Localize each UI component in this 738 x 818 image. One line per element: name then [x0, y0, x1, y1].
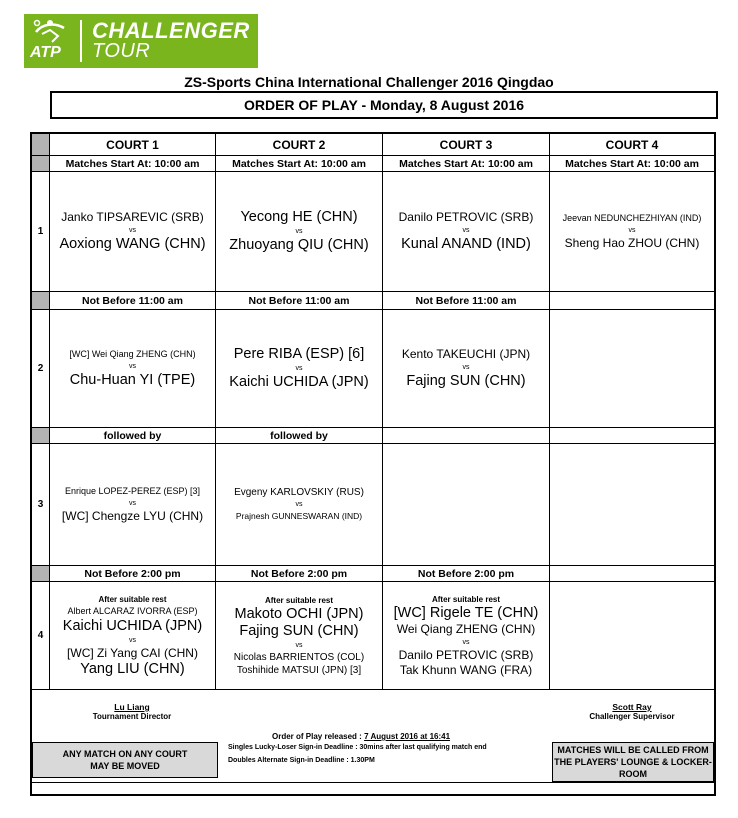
start-row-marker — [32, 156, 50, 172]
bottom-divider — [32, 782, 714, 783]
start-time-court-3: Matches Start At: 10:00 am — [383, 156, 550, 172]
match-number: 3 — [32, 444, 50, 566]
tournament-title: ZS-Sports China International Challenger 2016 Qingdao — [184, 74, 554, 90]
court-2-header: COURT 2 — [216, 134, 383, 156]
followed-by-note — [550, 428, 714, 444]
match-moved-notice — [32, 742, 218, 778]
followed-by-row — [32, 428, 714, 444]
time-note — [550, 292, 714, 310]
match-row-1 — [32, 172, 714, 292]
match-number: 2 — [32, 310, 50, 428]
team-b-player-2: Yang LIU (CHN) — [80, 660, 185, 677]
vs-label: vs — [129, 363, 136, 370]
logo-challenger-text: CHALLENGER — [92, 18, 250, 43]
team-a-player-2: Wei Qiang ZHENG (CHN) — [396, 621, 536, 636]
match-1-court-3 — [383, 172, 550, 292]
supervisor-block — [552, 702, 712, 721]
doubles-value: 1.30PM — [350, 757, 375, 764]
time-note-row — [32, 566, 714, 582]
court-header-row — [32, 134, 714, 156]
match-number: 1 — [32, 172, 50, 292]
vs-label: vs — [295, 365, 303, 372]
followed-by-note: followed by — [216, 428, 383, 444]
match-row-3 — [32, 444, 714, 566]
player-a: Danilo PETROVIC (SRB) — [398, 210, 534, 224]
court-3-header: COURT 3 — [383, 134, 550, 156]
team-b-player-1: Danilo PETROVIC (SRB) — [398, 647, 534, 662]
court-4-header: COURT 4 — [550, 134, 714, 156]
vs-label: vs — [129, 636, 136, 644]
released-label: Order of Play released : — [272, 732, 362, 741]
time-note: Not Before 2:00 pm — [383, 566, 550, 582]
followed-by-note: followed by — [50, 428, 216, 444]
start-time-court-4: Matches Start At: 10:00 am — [550, 156, 714, 172]
vs-label: vs — [295, 641, 303, 649]
start-time-row — [32, 156, 714, 172]
match-1-court-1 — [50, 172, 216, 292]
vs-label: vs — [462, 364, 470, 371]
singles-label: Singles Lucky-Loser Sign-in Deadline : — [228, 744, 358, 751]
logo-tour-text: TOUR — [92, 40, 151, 62]
match-4-court-3 — [383, 582, 550, 690]
player-a: Yecong HE (CHN) — [240, 209, 358, 225]
match-2-court-1 — [50, 310, 216, 428]
team-a-player-1: Albert ALCARAZ IVORRA (ESP) — [67, 605, 198, 616]
player-a: Pere RIBA (ESP) [6] — [233, 346, 365, 362]
player-a: Janko TIPSAREVIC (SRB) — [61, 210, 204, 224]
time-note: Not Before 2:00 pm — [216, 566, 383, 582]
singles-deadline-line — [228, 744, 487, 751]
note-row-marker — [32, 292, 50, 310]
vs-label: vs — [628, 227, 636, 234]
director-block — [52, 702, 212, 721]
team-b-player-2: Tak Khunn WANG (FRA) — [399, 662, 533, 677]
time-note: Not Before 2:00 pm — [50, 566, 216, 582]
supervisor-title: Challenger Supervisor — [589, 712, 675, 721]
note-row-marker — [32, 566, 50, 582]
corner-cell — [32, 134, 50, 156]
after-rest-note: After suitable rest — [264, 595, 334, 605]
doubles-label: Doubles Alternate Sign-in Deadline : — [228, 757, 349, 764]
vs-label: vs — [295, 501, 303, 508]
player-a: Jeevan NEDUNCHEZHIYAN (IND) — [562, 213, 702, 223]
match-4-court-1 — [50, 582, 216, 690]
vs-label: vs — [129, 500, 136, 507]
players-lounge-notice — [552, 742, 714, 782]
match-2-court-2 — [216, 310, 383, 428]
player-a: [WC] Wei Qiang ZHENG (CHN) — [69, 349, 196, 359]
match-3-court-2 — [216, 444, 383, 566]
match-3-court-1 — [50, 444, 216, 566]
player-b: Aoxiong WANG (CHN) — [59, 236, 206, 252]
match-3-court-3-empty — [383, 444, 550, 566]
doubles-deadline-line — [228, 757, 375, 764]
after-rest-note: After suitable rest — [98, 594, 167, 604]
player-a: Evgeny KARLOVSKIY (RUS) — [234, 487, 364, 498]
match-1-court-2 — [216, 172, 383, 292]
order-of-play-heading: ORDER OF PLAY - Monday, 8 August 2016 — [50, 91, 718, 119]
match-row-4 — [32, 582, 714, 690]
player-b: Sheng Hao ZHOU (CHN) — [564, 236, 700, 250]
time-note — [550, 566, 714, 582]
vs-label: vs — [129, 227, 136, 234]
player-figure-icon — [32, 18, 68, 44]
followed-by-note — [383, 428, 550, 444]
released-value: 7 August 2016 at 16:41 — [364, 732, 451, 741]
singles-value: 30mins after last qualifying match end — [359, 744, 487, 751]
player-b: Fajing SUN (CHN) — [406, 373, 526, 389]
team-a-player-2: Fajing SUN (CHN) — [239, 622, 359, 639]
player-b: Chu-Huan YI (TPE) — [69, 372, 196, 388]
player-b: Kaichi UCHIDA (JPN) — [229, 374, 369, 390]
director-title: Tournament Director — [92, 712, 172, 721]
vs-label: vs — [462, 227, 470, 234]
time-note: Not Before 11:00 am — [216, 292, 383, 310]
vs-label: vs — [295, 228, 303, 235]
match-moved-text: ANY MATCH ON ANY COURT MAY BE MOVED — [62, 749, 188, 771]
match-row-2 — [32, 310, 714, 428]
after-rest-note: After suitable rest — [431, 594, 501, 604]
players-lounge-text: MATCHES WILL BE CALLED FROM THE PLAYERS' LOUNGE & LOCKER-ROOM — [554, 745, 712, 779]
team-b-player-2: Toshihide MATSUI (JPN) [3] — [236, 664, 362, 676]
match-4-court-4-empty — [550, 582, 714, 690]
note-row-marker — [32, 428, 50, 444]
player-b: Zhuoyang QIU (CHN) — [229, 237, 369, 253]
player-b: Kunal ANAND (IND) — [401, 236, 531, 252]
court-1-header: COURT 1 — [50, 134, 216, 156]
time-note: Not Before 11:00 am — [383, 292, 550, 310]
start-time-court-2: Matches Start At: 10:00 am — [216, 156, 383, 172]
time-note: Not Before 11:00 am — [50, 292, 216, 310]
match-3-court-4-empty — [550, 444, 714, 566]
team-a-player-2: Kaichi UCHIDA (JPN) — [62, 617, 203, 634]
logo-atp-text: ATP — [30, 44, 61, 61]
schedule-grid — [30, 132, 716, 796]
team-b-player-1: [WC] Zi Yang CAI (CHN) — [67, 645, 198, 660]
team-b-player-1: Nicolas BARRIENTOS (COL) — [233, 651, 365, 663]
director-name: Lu Liang — [114, 702, 150, 712]
player-a: Enrique LOPEZ-PEREZ (ESP) [3] — [64, 486, 201, 496]
player-b: [WC] Chengze LYU (CHN) — [61, 509, 204, 523]
team-a-player-1: [WC] Rigele TE (CHN) — [393, 604, 539, 621]
team-a-player-1: Makoto OCHI (JPN) — [234, 605, 364, 622]
player-a: Kento TAKEUCHI (JPN) — [401, 347, 531, 361]
match-2-court-3 — [383, 310, 550, 428]
vs-label: vs — [462, 638, 470, 646]
match-2-court-4-empty — [550, 310, 714, 428]
footer-area — [32, 690, 714, 794]
supervisor-name: Scott Ray — [612, 702, 652, 712]
player-b: Prajnesh GUNNESWARAN (IND) — [235, 511, 363, 521]
match-1-court-4 — [550, 172, 714, 292]
logo-divider — [80, 20, 82, 62]
time-note-row — [32, 292, 714, 310]
match-4-court-2 — [216, 582, 383, 690]
released-line — [272, 732, 450, 741]
match-number: 4 — [32, 582, 50, 690]
atp-challenger-logo — [24, 14, 258, 68]
start-time-court-1: Matches Start At: 10:00 am — [50, 156, 216, 172]
